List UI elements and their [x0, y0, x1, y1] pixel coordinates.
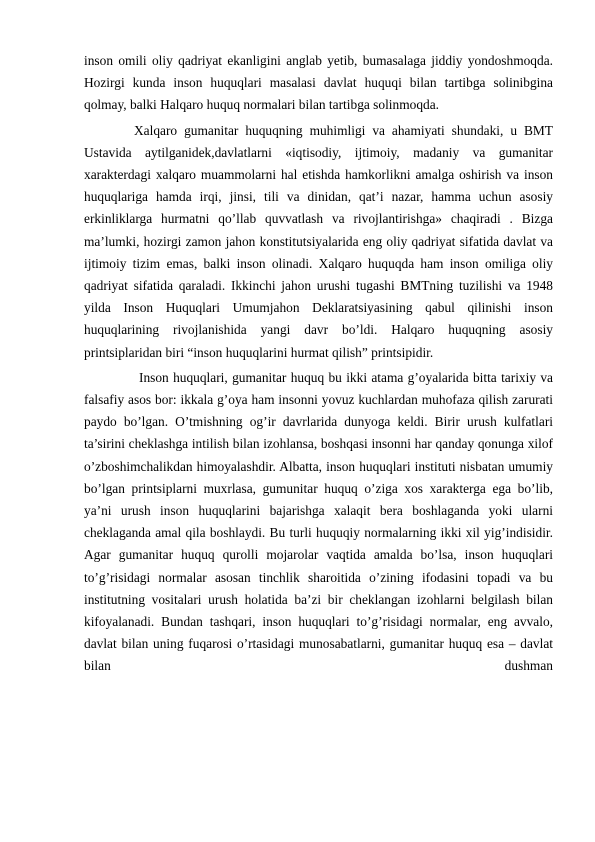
- paragraph-1: inson omili oliy qadriyat ekanligini anglab yetib, bumasalaga jiddiy yondoshmoqda. Hozirgi kunda inson huquqlari masalasi davlat huquqi bilan tartibga solinibgina qolmay, balki Halqaro huquq normalari bilan tartibga solinmoqda.: [84, 53, 553, 113]
- document-page: [84, 50, 553, 678]
- paragraph-2: Xalqaro gumanitar huquqning muhimligi va ahamiyati shundaki, u BMT Ustavida aytilganidek,davlatlarni «iqtisodiy, ijtimoiy, madaniy va gumanitar xarakterdagi xalqaro muammolarni hal etishda hamkorlikni amalga oshirish va inson huquqlariga hamda irqi, jinsi, tili va dinidan, qat’i nazar, hamma uchun asosiy erkinliklarga hurmatni qo’llab quvvatlash va rivojlantirishga» chaqiradi . Bizga ma’lumki, hozirgi zamon jahon konstitutsiyalarida eng oliy qadriyat sifatida davlat va ijtimoiy tizim emas, balki inson olinadi. Xalqaro huquqda ham inson omiliga oliy qadriyat sifatida qaraladi. Ikkinchi jahon urushi tugashi BMTning tuzilishi va 1948 yilda Inson Huquqlari Umumjahon Deklaratsiyasining qabul qilinishi inson huquqlarining rivojlanishida yangi davr bo’ldi. Halqaro huquqning asosiy printsiplaridan biri “inson huquqlarini hurmat qilish” printsipidir.: [84, 122, 553, 360]
- paragraph-3: Inson huquqlari, gumanitar huquq bu ikki atama g’oyalarida bitta tarixiy va falsafiy asos bor: ikkala g’oya ham insonni yovuz kuchlardan muhofaza qilish zarurati paydo bo’lgan. O’tmishning og’ir davrlarida dunyoga keldi. Birir urush kulfatlari ta’sirini cheklashga intilish bilan izohlansa, boshqasi insonni har qanday qonunga xilof o’zboshimchalikdan himoyalashdir. Albatta, inson huquqlari instituti nisbatan umumiy bo’lgan printsiplarni muxrlasa, gumunitar huquq o’ziga xos xarakterga ega bo’lib, ya’ni urush inson huquqlarini bajarishga xalaqit bera boshlaganda yoki ularni cheklaganda amal qila boshlaydi. Bu turli huquqiy normalarning ikki xil yig’indisidir. Agar gumanitar huquq qurolli mojarolar vaqtida amalda bo’lsa, inson huquqlari to’g’risidagi normalar asosan tinchlik sharoitida o’zining ifodasini topadi va bu institutning vositalari urush holatida ba’zi bir cheklangan izohlarni belgilash bilan kifoyalanadi. Bundan tashqari, inson huquqlari to’g’risidagi normalar, eng avvalo, davlat bilan uning fuqarosi o’rtasidagi munosabatlarni, gumanitar huquq esa – davlat bilan dushman: [84, 369, 553, 674]
